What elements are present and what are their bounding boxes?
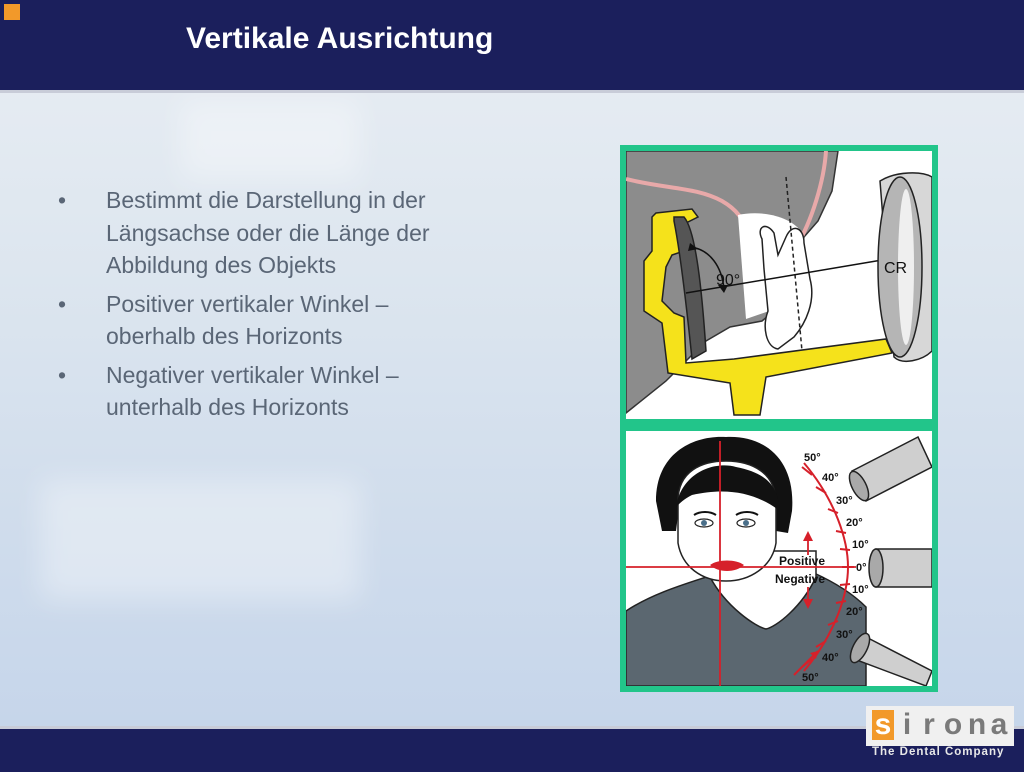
tooth-diagram	[626, 151, 932, 419]
illustration-frame	[620, 145, 938, 692]
logo-letter: s	[872, 710, 894, 740]
positive-label: Positive	[779, 554, 826, 568]
angle-tick-label: 50°	[802, 672, 819, 684]
angle-tick-label: 10°	[852, 539, 869, 551]
logo-tagline: The Dental Company	[872, 746, 1005, 758]
header-bar	[0, 0, 1024, 93]
logo-letter: n	[967, 708, 987, 741]
angle-tick-label: 30°	[836, 495, 853, 507]
angle-tick-label: 30°	[836, 629, 853, 641]
tooth-diagram-panel	[626, 151, 932, 419]
bullet-marker: •	[58, 290, 67, 317]
xray-tube-middle	[876, 549, 932, 587]
angle-tick-label: 20°	[846, 606, 863, 618]
slide-title: Vertikale Ausrichtung	[186, 22, 494, 55]
negative-label: Negative	[775, 572, 826, 586]
logo-letters	[866, 706, 1014, 746]
logo-letter: r	[923, 708, 935, 741]
angle-label: 90°	[716, 272, 741, 289]
beam-label: CR	[884, 260, 908, 277]
header-accent-square	[4, 4, 20, 20]
tooth	[760, 226, 812, 349]
bullet-list	[58, 184, 458, 430]
logo-letter: i	[902, 708, 912, 741]
angle-tick-label: 50°	[804, 452, 821, 464]
logo-letter: o	[943, 708, 963, 741]
bullet-item	[58, 288, 458, 353]
bullet-marker: •	[58, 361, 67, 388]
angle-scale-diagram	[626, 431, 932, 686]
logo-letter: a	[990, 708, 1008, 741]
bullet-item	[58, 184, 458, 282]
background-blur-2	[40, 480, 360, 600]
bullet-marker: •	[58, 187, 67, 213]
bullet-text: Positiver vertikaler Winkel – oberhalb des Horizonts	[106, 290, 389, 349]
angle-tick-label: 40°	[822, 472, 839, 484]
bullet-item	[58, 359, 458, 424]
sirona-logo	[866, 706, 1014, 766]
angle-tick-label: 10°	[852, 584, 869, 596]
background-blur-1	[180, 100, 360, 180]
bullet-text: Bestimmt die Darstellung in der Längsachse oder die Länge der Abbildung des Objekts	[106, 187, 430, 278]
angle-tick-label: 40°	[822, 652, 839, 664]
bullet-text: Negativer vertikaler Winkel – unterhalb des Horizonts	[106, 361, 399, 420]
angle-tick-label: 20°	[846, 517, 863, 529]
angle-tick-label: 0°	[856, 562, 867, 574]
face-angle-panel	[626, 431, 932, 686]
